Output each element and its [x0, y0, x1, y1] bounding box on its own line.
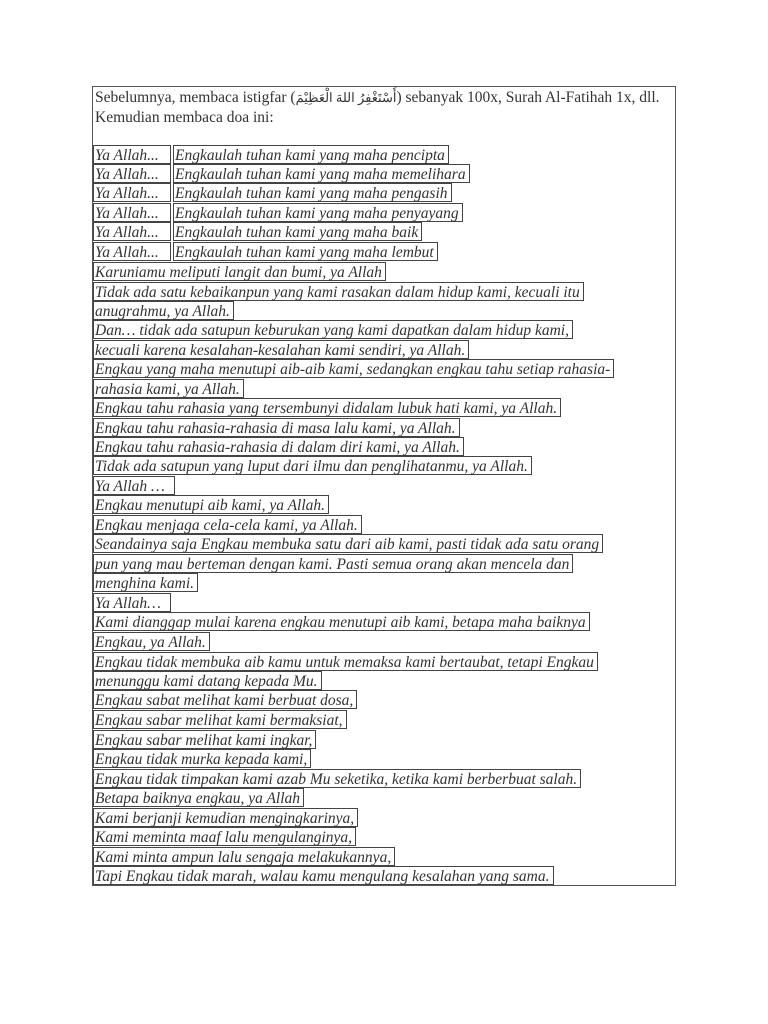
prayer-line-text: Tidak ada satupun yang luput dari ilmu dan penglihatanmu, ya Allah.	[93, 456, 532, 475]
prayer-line-text: Engkau menjaga cela-cela kami, ya Allah.	[93, 515, 362, 534]
prayer-line	[93, 320, 573, 339]
prayer-line-text: Engkau menutupi aib kami, ya Allah.	[93, 495, 329, 514]
prayer-line	[93, 866, 554, 885]
prayer-line	[93, 515, 362, 534]
prayer-line-text: Betapa baiknya engkau, ya Allah	[93, 788, 304, 807]
intro-text-before: Sebelumnya, membaca istigfar (	[95, 89, 296, 106]
prayer-line-text: Engkau tahu rahasia-rahasia di masa lalu kami, ya Allah.	[93, 418, 460, 437]
prayer-line	[93, 690, 357, 709]
ya-allah-row	[93, 183, 452, 202]
prayer-line-text: menunggu kami datang kepada Mu.	[93, 671, 322, 690]
prayer-line	[93, 632, 210, 651]
prayer-line	[93, 612, 590, 631]
intro-paragraph	[95, 88, 673, 128]
prayer-line	[93, 769, 581, 788]
ya-allah-label: Ya Allah...	[93, 242, 171, 261]
ya-allah-row	[93, 222, 422, 241]
ya-allah-text: Engkaulah tuhan kami yang maha penyayang	[173, 203, 463, 222]
prayer-line	[93, 652, 598, 671]
ya-allah-text: Engkaulah tuhan kami yang maha memelihara	[173, 164, 470, 183]
prayer-line-text: Engkau, ya Allah.	[93, 632, 210, 651]
ya-allah-label: Ya Allah...	[93, 145, 171, 164]
prayer-line-text: anugrahmu, ya Allah.	[93, 301, 234, 320]
ya-allah-row	[93, 145, 449, 164]
ya-allah-row	[93, 242, 438, 261]
prayer-line-text: Engkau tidak membuka aib kamu untuk memaksa kami bertaubat, tetapi Engkau	[93, 652, 598, 671]
ya-allah-label: Ya Allah...	[93, 203, 171, 222]
ya-allah-row	[93, 203, 463, 222]
prayer-line-text: Dan… tidak ada satupun keburukan yang kami dapatkan dalam hidup kami,	[93, 320, 573, 339]
ya-allah-row	[93, 164, 470, 183]
prayer-line-text: Tidak ada satu kebaikanpun yang kami rasakan dalam hidup kami, kecuali itu	[93, 282, 584, 301]
ya-allah-text: Engkaulah tuhan kami yang maha baik	[173, 222, 422, 241]
prayer-line	[93, 534, 603, 553]
prayer-line-text: Engkau sabat melihat kami berbuat dosa,	[93, 690, 357, 709]
prayer-line	[93, 730, 316, 749]
prayer-line-text: Ya Allah …	[93, 476, 175, 495]
ya-allah-label: Ya Allah...	[93, 183, 171, 202]
prayer-line	[93, 788, 304, 807]
ya-allah-text: Engkaulah tuhan kami yang maha lembut	[173, 242, 438, 261]
ya-allah-text: Engkaulah tuhan kami yang maha pencipta	[173, 145, 449, 164]
intro-text-after: ) sebanyak 100x, Surah Al-Fatihah 1x, dll. Kemudian membaca doa ini:	[95, 89, 660, 126]
istigfar-arabic: أَسْتَغْفِرُ اللهَ الْعَظِيْمَ	[295, 90, 397, 105]
prayer-line-text: Engkau yang maha menutupi aib-aib kami, sedangkan engkau tahu setiap rahasia-	[93, 359, 614, 378]
prayer-line	[93, 554, 573, 573]
prayer-line-text: Tapi Engkau tidak marah, walau kamu mengulang kesalahan yang sama.	[93, 866, 554, 885]
prayer-line-text: Kami dianggap mulai karena engkau menutupi aib kami, betapa maha baiknya	[93, 612, 590, 631]
prayer-line	[93, 495, 329, 514]
prayer-line	[93, 827, 356, 846]
prayer-line	[93, 398, 561, 417]
prayer-line-text: Engkau tidak timpakan kami azab Mu seketika, ketika kami berberbuat salah.	[93, 769, 581, 788]
prayer-line	[93, 593, 171, 612]
prayer-line-text: Engkau sabar melihat kami bermaksiat,	[93, 710, 347, 729]
prayer-line	[93, 301, 234, 320]
prayer-line	[93, 379, 244, 398]
prayer-line-text: menghina kami.	[93, 573, 198, 592]
prayer-line	[93, 671, 322, 690]
prayer-line-text: rahasia kami, ya Allah.	[93, 379, 244, 398]
prayer-line	[93, 808, 358, 827]
prayer-line-text: Engkau tidak murka kepada kami,	[93, 749, 311, 768]
prayer-line-text: Seandainya saja Engkau membuka satu dari aib kami, pasti tidak ada satu orang	[93, 534, 603, 553]
prayer-line	[93, 262, 386, 281]
prayer-line	[93, 282, 584, 301]
prayer-line-text: Engkau sabar melihat kami ingkar,	[93, 730, 316, 749]
ya-allah-label: Ya Allah...	[93, 222, 171, 241]
prayer-line	[93, 418, 460, 437]
prayer-line	[93, 710, 347, 729]
prayer-line	[93, 340, 469, 359]
prayer-line-text: pun yang mau berteman dengan kami. Pasti semua orang akan mencela dan	[93, 554, 573, 573]
prayer-line-text: Kami minta ampun lalu sengaja melakukannya,	[93, 847, 395, 866]
prayer-line-text: Engkau tahu rahasia-rahasia di dalam diri kami, ya Allah.	[93, 437, 464, 456]
prayer-line-text: Kami meminta maaf lalu mengulanginya,	[93, 827, 356, 846]
prayer-line	[93, 359, 614, 378]
prayer-line-text: Engkau tahu rahasia yang tersembunyi didalam lubuk hati kami, ya Allah.	[93, 398, 561, 417]
ya-allah-label: Ya Allah...	[93, 164, 171, 183]
prayer-line	[93, 847, 395, 866]
prayer-line-text: Kami berjanji kemudian mengingkarinya,	[93, 808, 358, 827]
prayer-line-text: Karuniamu meliputi langit dan bumi, ya Allah	[93, 262, 386, 281]
prayer-line	[93, 456, 532, 475]
prayer-line-text: Ya Allah…	[93, 593, 171, 612]
ya-allah-text: Engkaulah tuhan kami yang maha pengasih	[173, 183, 452, 202]
prayer-line	[93, 749, 311, 768]
prayer-line-text: kecuali karena kesalahan-kesalahan kami sendiri, ya Allah.	[93, 340, 469, 359]
prayer-line	[93, 476, 175, 495]
prayer-line	[93, 573, 198, 592]
prayer-line	[93, 437, 464, 456]
